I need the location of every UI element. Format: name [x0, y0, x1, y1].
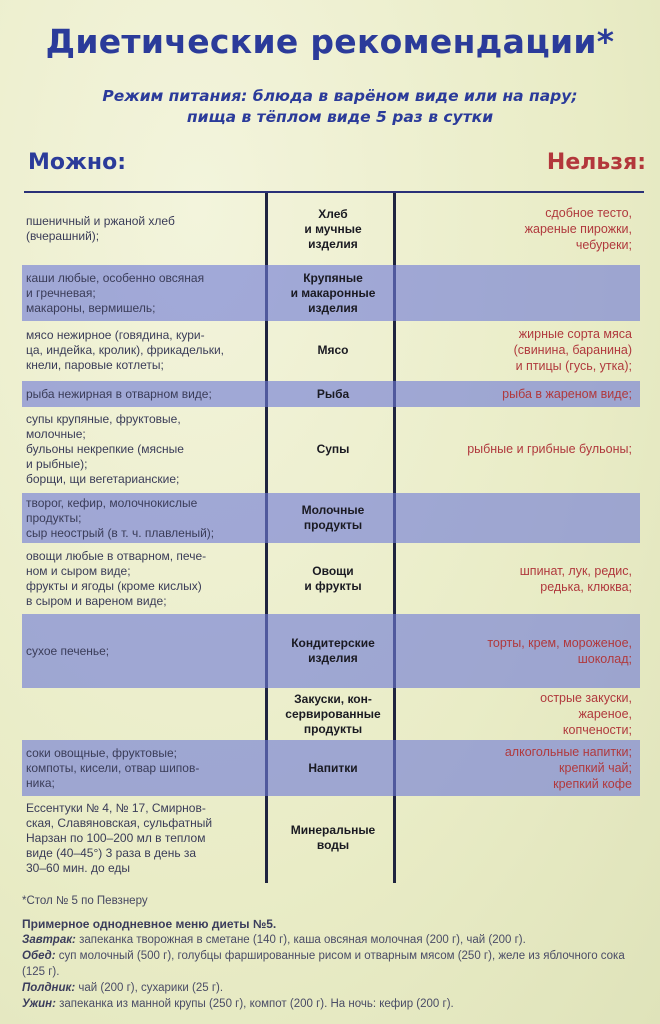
category-cell: Супы	[316, 441, 350, 456]
meal-text: запеканка из манной крупы (250 г), компот (200 г). На ночь: кефир (200 г).	[55, 998, 454, 1010]
meal-dinner	[22, 996, 642, 1012]
category-cell: Мясо	[317, 342, 349, 357]
allowed-cell: сухое печенье;	[26, 643, 110, 658]
table-row-mineral-water	[22, 798, 640, 878]
forbidden-cell	[400, 493, 632, 543]
allowed-cell: Ессентуки № 4, № 17, Смирнов- ская, Славяновская, сульфатный Нарзан по 100–200 мл в теплом виде (40–45°) 3 раза в день за 30–60 мин. до еды	[26, 800, 213, 875]
category-cell: Молочные продукты	[301, 503, 365, 532]
allowed-cell: творог, кефир, молочнокислые продукты; сыр неострый (в т. ч. плавленый);	[26, 495, 215, 540]
subtitle-line-2: пища в тёплом виде 5 раз в сутки	[186, 108, 494, 126]
table-row-bread	[22, 198, 640, 260]
forbidden-cell: рыбные и грибные бульоны;	[467, 442, 632, 456]
category-cell: Закуски, кон- сервированные продукты	[285, 691, 381, 736]
table-row-meat	[22, 323, 640, 377]
meal-breakfast	[22, 932, 642, 948]
allowed-cell: пшеничный и ржаной хлеб (вчерашний);	[26, 214, 175, 243]
meal-snack	[22, 980, 642, 996]
meal-text: чай (200 г), сухарики (25 г).	[75, 982, 224, 994]
forbidden-cell	[400, 798, 632, 878]
allowed-cell	[26, 689, 266, 739]
forbidden-cell: острые закуски, жареное, копчености;	[540, 691, 632, 737]
allowed-cell: супы крупяные, фруктовые, молочные; бульоны некрепкие (мясные и рыбные); борщи, щи вегетарианские;	[26, 411, 184, 486]
forbidden-cell	[400, 265, 632, 321]
meal-label: Полдник:	[22, 982, 76, 994]
header-divider	[24, 191, 644, 193]
table-row-dairy	[22, 493, 640, 543]
meal-label: Завтрак:	[22, 934, 76, 946]
category-cell: Рыба	[316, 386, 350, 401]
meal-text: запеканка творожная в сметане (140 г), каша овсяная молочная (200 г), чай (200 г).	[75, 934, 526, 946]
table-row-vegetables	[22, 546, 640, 612]
table-row-confectionery	[22, 614, 640, 688]
allowed-cell: рыба нежирная в отварном виде;	[26, 386, 212, 401]
allowed-cell: каши любые, особенно овсяная и гречневая; макароны, вермишель;	[26, 270, 205, 315]
category-cell: Кондитерские изделия	[291, 636, 375, 665]
forbidden-cell: рыба в жареном виде;	[502, 387, 632, 401]
forbidden-column-heading: Нельзя:	[546, 150, 646, 175]
allowed-cell: соки овощные, фруктовые; компоты, кисели, отвар шипов- ника;	[26, 745, 200, 790]
allowed-cell: овощи любые в отварном, пече- ном и сыром виде; фрукты и ягоды (кроме кислых) в сыром и вареном виде;	[26, 549, 207, 608]
forbidden-cell: торты, крем, мороженое, шоколад;	[487, 636, 632, 666]
meal-label: Ужин:	[22, 998, 56, 1010]
forbidden-cell: жирные сорта мяса (свинина, баранина) и птицы (гусь, утка);	[513, 327, 632, 373]
category-cell: Овощи и фрукты	[304, 564, 362, 593]
forbidden-cell: сдобное тесто, жареные пирожки, чебуреки;	[524, 206, 632, 252]
forbidden-cell: алкогольные напитки; крепкий чай; крепкий кофе	[504, 745, 632, 791]
meal-text: суп молочный (500 г), голубцы фаршированные рисом и отварным мясом (250 г), желе из яблочного сока (125 г).	[22, 950, 625, 978]
subtitle	[60, 86, 620, 128]
category-cell: Напитки	[308, 760, 358, 775]
allowed-cell: мясо нежирное (говядина, кури- ца, индейка, кролик), фрикадельки, кнели, паровые котлеты;	[26, 327, 224, 372]
page-title: Диетические рекомендации*	[45, 22, 615, 61]
category-cell: Крупяные и макаронные изделия	[290, 270, 376, 315]
table-row-fish	[22, 381, 640, 407]
allowed-column-heading: Можно:	[28, 150, 127, 175]
table-row-soups	[22, 410, 640, 488]
table-row-drinks	[22, 740, 640, 796]
forbidden-cell: шпинат, лук, редис, редька, клюква;	[519, 564, 632, 594]
meal-label: Обед:	[22, 950, 56, 962]
subtitle-line-1: Режим питания: блюда в варёном виде или на пару;	[102, 87, 578, 105]
sample-menu	[22, 916, 642, 1012]
category-cell: Хлеб и мучные изделия	[304, 206, 362, 251]
footnote: *Стол № 5 по Певзнеру	[22, 895, 148, 907]
category-cell: Минеральные воды	[290, 823, 376, 852]
meal-lunch	[22, 948, 642, 980]
sample-menu-title: Примерное однодневное меню диеты №5.	[22, 917, 277, 931]
table-row-cereals	[22, 265, 640, 321]
table-row-snacks	[22, 689, 640, 739]
